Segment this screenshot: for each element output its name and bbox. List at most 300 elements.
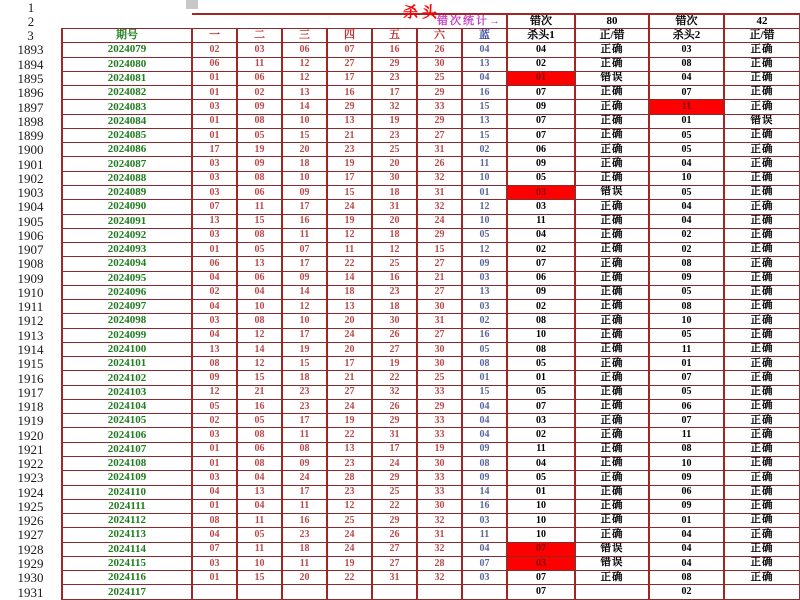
ball-cell[interactable]: 10 (282, 314, 327, 328)
ball-cell[interactable]: 15 (237, 571, 282, 585)
ball-cell[interactable]: 30 (417, 57, 462, 71)
ball-cell[interactable]: 20 (282, 143, 327, 157)
sha2-cell[interactable]: 02 (649, 243, 724, 257)
ball-cell[interactable]: 20 (372, 157, 417, 171)
blue-ball-cell[interactable]: 09 (462, 257, 507, 271)
ball-header-6[interactable]: 六 (417, 29, 462, 43)
ball-cell[interactable]: 30 (372, 171, 417, 185)
result2-cell[interactable]: 正确 (724, 556, 800, 570)
row-number[interactable]: 1905 (0, 214, 62, 228)
ball-cell[interactable]: 32 (417, 542, 462, 556)
sha1-cell[interactable]: 05 (507, 357, 575, 371)
ball-cell[interactable]: 18 (282, 157, 327, 171)
ball-cell[interactable]: 16 (327, 86, 372, 100)
row-number[interactable]: 1898 (0, 114, 62, 128)
ball-cell[interactable]: 09 (282, 457, 327, 471)
result1-cell[interactable]: 正确 (575, 428, 649, 442)
row-number[interactable]: 1922 (0, 457, 62, 471)
row-number[interactable]: 3 (0, 29, 62, 43)
result2-cell[interactable]: 正确 (724, 285, 800, 299)
ball-cell[interactable]: 24 (327, 328, 372, 342)
ball-cell[interactable]: 15 (237, 371, 282, 385)
period-cell[interactable]: 2024105 (62, 414, 192, 428)
ball-cell[interactable]: 33 (417, 100, 462, 114)
blue-ball-cell[interactable]: 11 (462, 157, 507, 171)
ball-cell[interactable]: 22 (372, 499, 417, 513)
row-number[interactable]: 1930 (0, 571, 62, 585)
result2-cell[interactable]: 正确 (724, 185, 800, 199)
result2-cell[interactable]: 正确 (724, 328, 800, 342)
ball-cell[interactable]: 26 (372, 399, 417, 413)
result2-cell[interactable]: 正确 (724, 471, 800, 485)
period-cell[interactable]: 2024111 (62, 499, 192, 513)
sha1-header[interactable]: 杀头1 (507, 29, 575, 43)
row-number[interactable]: 1912 (0, 314, 62, 328)
ball-cell[interactable]: 19 (327, 214, 372, 228)
result1-cell[interactable]: 正确 (575, 528, 649, 542)
blue-ball-cell[interactable] (462, 585, 507, 600)
sha2-cell[interactable]: 09 (649, 499, 724, 513)
ball-cell[interactable]: 17 (327, 357, 372, 371)
ball-cell[interactable]: 16 (282, 514, 327, 528)
period-cell[interactable]: 2024097 (62, 300, 192, 314)
ball-cell[interactable]: 24 (327, 542, 372, 556)
result2-cell[interactable]: 正确 (724, 171, 800, 185)
ball-cell[interactable]: 25 (327, 514, 372, 528)
ball-cell[interactable]: 12 (327, 499, 372, 513)
sha2-cell[interactable]: 11 (649, 428, 724, 442)
sha1-cell[interactable]: 07 (507, 257, 575, 271)
ball-cell[interactable]: 11 (237, 57, 282, 71)
row-number[interactable]: 1920 (0, 428, 62, 442)
sha2-cell[interactable]: 11 (649, 342, 724, 356)
ball-cell[interactable]: 29 (417, 86, 462, 100)
ball-cell[interactable]: 27 (417, 257, 462, 271)
ball-cell[interactable]: 13 (192, 214, 237, 228)
result1-cell[interactable]: 正确 (575, 43, 649, 57)
ball-cell[interactable] (237, 585, 282, 600)
blue-ball-cell[interactable]: 04 (462, 399, 507, 413)
result2-cell[interactable]: 正确 (724, 399, 800, 413)
ball-cell[interactable]: 15 (327, 185, 372, 199)
period-cell[interactable]: 2024106 (62, 428, 192, 442)
sha2-cell[interactable]: 08 (649, 257, 724, 271)
sha2-cell[interactable]: 06 (649, 485, 724, 499)
ball-cell[interactable]: 19 (237, 143, 282, 157)
sha1-cell[interactable]: 07 (507, 86, 575, 100)
ball-cell[interactable]: 01 (192, 442, 237, 456)
sha2-cell[interactable]: 10 (649, 314, 724, 328)
row-number[interactable]: 1929 (0, 556, 62, 570)
blue-ball-cell[interactable]: 08 (462, 357, 507, 371)
ball-cell[interactable]: 12 (282, 57, 327, 71)
row-number[interactable]: 1897 (0, 100, 62, 114)
result1-cell[interactable]: 错误 (575, 542, 649, 556)
period-cell[interactable]: 2024113 (62, 528, 192, 542)
blue-ball-cell[interactable]: 15 (462, 100, 507, 114)
result2-cell[interactable]: 正确 (724, 243, 800, 257)
ball-cell[interactable]: 04 (192, 271, 237, 285)
ball-cell[interactable]: 10 (282, 114, 327, 128)
ball-cell[interactable]: 17 (372, 86, 417, 100)
row-number[interactable]: 1917 (0, 385, 62, 399)
ball-cell[interactable]: 27 (417, 328, 462, 342)
sha2-cell[interactable]: 10 (649, 457, 724, 471)
ball-cell[interactable]: 23 (327, 485, 372, 499)
result1-cell[interactable]: 正确 (575, 357, 649, 371)
ball-cell[interactable]: 01 (192, 128, 237, 142)
ball-cell[interactable]: 13 (327, 442, 372, 456)
sha2-cell[interactable]: 04 (649, 556, 724, 570)
ball-cell[interactable]: 27 (372, 342, 417, 356)
sha1-cell[interactable]: 04 (507, 457, 575, 471)
sha2-cell[interactable]: 05 (649, 285, 724, 299)
sha1-cell[interactable]: 08 (507, 314, 575, 328)
ball-cell[interactable]: 03 (192, 171, 237, 185)
blue-ball-cell[interactable]: 13 (462, 57, 507, 71)
sha2-cell[interactable]: 07 (649, 371, 724, 385)
result1-cell[interactable]: 正确 (575, 271, 649, 285)
result1-cell[interactable]: 正确 (575, 228, 649, 242)
sha1-cell[interactable]: 07 (507, 114, 575, 128)
ball-cell[interactable]: 10 (282, 171, 327, 185)
ball-cell[interactable]: 09 (282, 271, 327, 285)
ball-cell[interactable]: 20 (327, 342, 372, 356)
sha2-cell[interactable]: 05 (649, 185, 724, 199)
ball-cell[interactable]: 12 (282, 300, 327, 314)
ball-cell[interactable]: 30 (417, 342, 462, 356)
result1-cell[interactable]: 错误 (575, 185, 649, 199)
stats-err-label-1[interactable]: 错次 (507, 14, 575, 28)
period-cell[interactable]: 2024101 (62, 357, 192, 371)
ball-cell[interactable]: 28 (417, 556, 462, 570)
period-cell[interactable]: 2024093 (62, 243, 192, 257)
sha2-cell[interactable]: 06 (649, 399, 724, 413)
ball-cell[interactable]: 26 (417, 43, 462, 57)
ball-cell[interactable]: 08 (237, 428, 282, 442)
period-cell[interactable]: 2024107 (62, 442, 192, 456)
ball-cell[interactable]: 01 (192, 86, 237, 100)
ball-cell[interactable]: 17 (282, 200, 327, 214)
sha1-cell[interactable]: 04 (507, 43, 575, 57)
sha1-cell[interactable]: 03 (507, 200, 575, 214)
ball-cell[interactable]: 33 (417, 385, 462, 399)
result2-cell[interactable]: 正确 (724, 86, 800, 100)
sha2-cell[interactable]: 09 (649, 471, 724, 485)
sha1-cell[interactable]: 02 (507, 243, 575, 257)
ball-cell[interactable]: 13 (237, 257, 282, 271)
ball-cell[interactable]: 30 (417, 457, 462, 471)
sha2-cell[interactable]: 04 (649, 528, 724, 542)
sha1-cell[interactable]: 07 (507, 399, 575, 413)
ball-cell[interactable]: 29 (417, 399, 462, 413)
ball-cell[interactable]: 18 (327, 285, 372, 299)
ball-cell[interactable]: 11 (282, 556, 327, 570)
row-number[interactable]: 1901 (0, 157, 62, 171)
period-cell[interactable]: 2024092 (62, 228, 192, 242)
sha2-cell[interactable]: 11 (649, 100, 724, 114)
row-number[interactable]: 1915 (0, 357, 62, 371)
result2-cell[interactable]: 正确 (724, 499, 800, 513)
period-cell[interactable]: 2024085 (62, 128, 192, 142)
ball-cell[interactable]: 25 (372, 257, 417, 271)
result2-cell[interactable]: 正确 (724, 100, 800, 114)
blue-ball-cell[interactable]: 05 (462, 342, 507, 356)
ball-cell[interactable]: 21 (327, 371, 372, 385)
blue-ball-cell[interactable]: 04 (462, 428, 507, 442)
ball-cell[interactable]: 17 (282, 414, 327, 428)
row-number[interactable]: 2 (0, 14, 62, 28)
ball-cell[interactable]: 32 (417, 571, 462, 585)
ball-cell[interactable]: 02 (192, 285, 237, 299)
ball-cell[interactable]: 13 (192, 342, 237, 356)
ball-cell[interactable]: 03 (192, 185, 237, 199)
blue-ball-cell[interactable]: 16 (462, 328, 507, 342)
ball-cell[interactable]: 04 (237, 499, 282, 513)
ball-cell[interactable]: 27 (327, 57, 372, 71)
ball-cell[interactable]: 17 (282, 328, 327, 342)
row-number[interactable]: 1931 (0, 585, 62, 600)
ball-cell[interactable]: 04 (192, 485, 237, 499)
result1-cell[interactable]: 正确 (575, 100, 649, 114)
ball-cell[interactable]: 08 (237, 114, 282, 128)
ball-cell[interactable]: 13 (327, 300, 372, 314)
ball-cell[interactable]: 08 (237, 171, 282, 185)
sha2-cell[interactable]: 04 (649, 542, 724, 556)
ball-cell[interactable]: 21 (327, 128, 372, 142)
ball-cell[interactable]: 19 (372, 114, 417, 128)
ball-cell[interactable]: 17 (282, 485, 327, 499)
ball-cell[interactable]: 15 (417, 243, 462, 257)
ball-cell[interactable]: 09 (237, 157, 282, 171)
row-number[interactable]: 1895 (0, 71, 62, 85)
ball-cell[interactable]: 26 (372, 328, 417, 342)
ball-cell[interactable]: 02 (237, 86, 282, 100)
result1-cell[interactable]: 正确 (575, 342, 649, 356)
period-cell[interactable]: 2024100 (62, 342, 192, 356)
ball-cell[interactable]: 03 (192, 471, 237, 485)
ball-cell[interactable]: 03 (237, 43, 282, 57)
ball-cell[interactable]: 19 (417, 442, 462, 456)
ball-cell[interactable]: 12 (327, 228, 372, 242)
ball-cell[interactable]: 24 (327, 528, 372, 542)
result1-cell[interactable]: 正确 (575, 257, 649, 271)
ball-cell[interactable]: 06 (192, 257, 237, 271)
result1-cell[interactable]: 正确 (575, 200, 649, 214)
row-number[interactable]: 1902 (0, 171, 62, 185)
ball-cell[interactable]: 11 (282, 499, 327, 513)
ball-cell[interactable]: 18 (372, 300, 417, 314)
ball-cell[interactable]: 08 (237, 228, 282, 242)
ball-cell[interactable]: 10 (237, 556, 282, 570)
ball-cell[interactable]: 29 (372, 414, 417, 428)
ball-cell[interactable]: 14 (237, 342, 282, 356)
ball-cell[interactable]: 09 (192, 371, 237, 385)
ball-cell[interactable]: 19 (282, 342, 327, 356)
ball-cell[interactable]: 23 (372, 71, 417, 85)
sha1-cell[interactable]: 01 (507, 371, 575, 385)
sha1-cell[interactable]: 11 (507, 442, 575, 456)
blue-ball-cell[interactable]: 02 (462, 143, 507, 157)
sha1-cell[interactable]: 03 (507, 185, 575, 199)
ball-cell[interactable]: 31 (417, 528, 462, 542)
result1-cell[interactable] (575, 585, 649, 600)
result2-cell[interactable]: 正确 (724, 271, 800, 285)
result1-cell[interactable]: 正确 (575, 399, 649, 413)
result1-cell[interactable]: 正确 (575, 57, 649, 71)
sha1-cell[interactable]: 03 (507, 556, 575, 570)
period-cell[interactable]: 2024079 (62, 43, 192, 57)
ball-cell[interactable]: 27 (372, 556, 417, 570)
row-number[interactable]: 1916 (0, 371, 62, 385)
ball-cell[interactable]: 31 (417, 143, 462, 157)
ball-header-4[interactable]: 四 (327, 29, 372, 43)
result2-cell[interactable]: 正确 (724, 385, 800, 399)
period-cell[interactable]: 2024108 (62, 457, 192, 471)
ball-cell[interactable]: 23 (372, 128, 417, 142)
result1-cell[interactable]: 正确 (575, 314, 649, 328)
ball-cell[interactable]: 07 (192, 542, 237, 556)
ball-cell[interactable]: 24 (372, 457, 417, 471)
sha2-cell[interactable]: 01 (649, 357, 724, 371)
ball-cell[interactable]: 16 (372, 43, 417, 57)
sha2-cell[interactable]: 03 (649, 43, 724, 57)
ball-cell[interactable]: 01 (192, 71, 237, 85)
result2-header[interactable]: 正/错 (724, 29, 800, 43)
ball-cell[interactable]: 30 (372, 314, 417, 328)
ball-cell[interactable]: 15 (237, 214, 282, 228)
row-number[interactable]: 1894 (0, 57, 62, 71)
period-cell[interactable]: 2024102 (62, 371, 192, 385)
blue-ball-cell[interactable]: 13 (462, 114, 507, 128)
ball-cell[interactable]: 11 (237, 514, 282, 528)
period-cell[interactable]: 2024117 (62, 585, 192, 600)
ball-cell[interactable]: 23 (372, 285, 417, 299)
sha2-cell[interactable]: 07 (649, 414, 724, 428)
result1-cell[interactable]: 错误 (575, 556, 649, 570)
row-number[interactable]: 1928 (0, 542, 62, 556)
result1-cell[interactable]: 正确 (575, 300, 649, 314)
ball-cell[interactable] (372, 585, 417, 600)
blue-ball-cell[interactable]: 03 (462, 571, 507, 585)
period-cell[interactable]: 2024088 (62, 171, 192, 185)
row-number[interactable]: 1927 (0, 528, 62, 542)
sha2-header[interactable]: 杀头2 (649, 29, 724, 43)
period-cell[interactable]: 2024096 (62, 285, 192, 299)
result1-cell[interactable]: 正确 (575, 128, 649, 142)
sha1-cell[interactable]: 10 (507, 328, 575, 342)
ball-cell[interactable]: 08 (282, 442, 327, 456)
ball-cell[interactable]: 08 (237, 457, 282, 471)
ball-cell[interactable]: 22 (327, 428, 372, 442)
ball-cell[interactable]: 27 (327, 385, 372, 399)
ball-cell[interactable]: 04 (237, 471, 282, 485)
ball-cell[interactable]: 05 (237, 243, 282, 257)
result2-cell[interactable] (724, 585, 800, 600)
sha1-cell[interactable]: 03 (507, 414, 575, 428)
result1-cell[interactable]: 正确 (575, 471, 649, 485)
sha2-cell[interactable]: 02 (649, 228, 724, 242)
sha1-cell[interactable]: 02 (507, 300, 575, 314)
row-number[interactable]: 1 (0, 0, 62, 14)
sha2-cell[interactable]: 02 (649, 585, 724, 600)
result2-cell[interactable]: 正确 (724, 57, 800, 71)
result2-cell[interactable]: 正确 (724, 357, 800, 371)
result1-cell[interactable]: 正确 (575, 514, 649, 528)
sha2-cell[interactable]: 10 (649, 171, 724, 185)
ball-cell[interactable]: 08 (192, 357, 237, 371)
row-number[interactable]: 1913 (0, 328, 62, 342)
row-number[interactable]: 1904 (0, 200, 62, 214)
ball-header-3[interactable]: 三 (282, 29, 327, 43)
ball-cell[interactable]: 04 (192, 328, 237, 342)
ball-cell[interactable]: 06 (237, 185, 282, 199)
sha2-cell[interactable]: 01 (649, 514, 724, 528)
sha2-cell[interactable]: 07 (649, 86, 724, 100)
result1-cell[interactable]: 正确 (575, 457, 649, 471)
period-cell[interactable]: 2024098 (62, 314, 192, 328)
ball-cell[interactable]: 09 (282, 185, 327, 199)
blue-ball-cell[interactable]: 13 (462, 285, 507, 299)
row-number[interactable]: 1908 (0, 257, 62, 271)
blue-ball-cell[interactable]: 02 (462, 314, 507, 328)
ball-cell[interactable]: 31 (372, 571, 417, 585)
ball-cell[interactable]: 03 (192, 157, 237, 171)
ball-cell[interactable]: 20 (372, 214, 417, 228)
ball-cell[interactable]: 19 (327, 414, 372, 428)
ball-cell[interactable]: 17 (372, 442, 417, 456)
ball-cell[interactable]: 17 (282, 257, 327, 271)
blue-ball-cell[interactable]: 15 (462, 385, 507, 399)
sha1-cell[interactable]: 11 (507, 214, 575, 228)
result2-cell[interactable]: 正确 (724, 143, 800, 157)
ball-cell[interactable]: 05 (237, 528, 282, 542)
sha1-cell[interactable]: 01 (507, 71, 575, 85)
sha2-cell[interactable]: 01 (649, 114, 724, 128)
ball-cell[interactable]: 27 (417, 285, 462, 299)
period-cell[interactable]: 2024086 (62, 143, 192, 157)
result2-cell[interactable]: 正确 (724, 200, 800, 214)
sha1-cell[interactable]: 09 (507, 100, 575, 114)
ball-cell[interactable]: 33 (417, 414, 462, 428)
row-number[interactable]: 1906 (0, 228, 62, 242)
ball-cell[interactable] (417, 585, 462, 600)
result2-cell[interactable]: 正确 (724, 414, 800, 428)
ball-cell[interactable]: 11 (237, 542, 282, 556)
ball-cell[interactable]: 16 (237, 399, 282, 413)
period-cell[interactable]: 2024084 (62, 114, 192, 128)
result1-cell[interactable]: 正确 (575, 414, 649, 428)
period-header[interactable]: 期号 (62, 29, 192, 43)
sha1-cell[interactable]: 09 (507, 157, 575, 171)
result2-cell[interactable]: 正确 (724, 128, 800, 142)
ball-cell[interactable]: 05 (237, 414, 282, 428)
ball-cell[interactable]: 12 (372, 243, 417, 257)
sha1-cell[interactable]: 06 (507, 271, 575, 285)
row-number[interactable]: 1918 (0, 399, 62, 413)
sha1-cell[interactable]: 10 (507, 528, 575, 542)
period-cell[interactable]: 2024110 (62, 485, 192, 499)
ball-cell[interactable]: 29 (327, 100, 372, 114)
ball-cell[interactable]: 03 (192, 100, 237, 114)
result1-header[interactable]: 正/错 (575, 29, 649, 43)
sha2-cell[interactable]: 08 (649, 571, 724, 585)
ball-cell[interactable]: 01 (192, 243, 237, 257)
stats-err-label-2[interactable]: 错次 (649, 14, 724, 28)
sha2-cell[interactable]: 08 (649, 57, 724, 71)
ball-cell[interactable]: 24 (417, 214, 462, 228)
period-cell[interactable]: 2024095 (62, 271, 192, 285)
